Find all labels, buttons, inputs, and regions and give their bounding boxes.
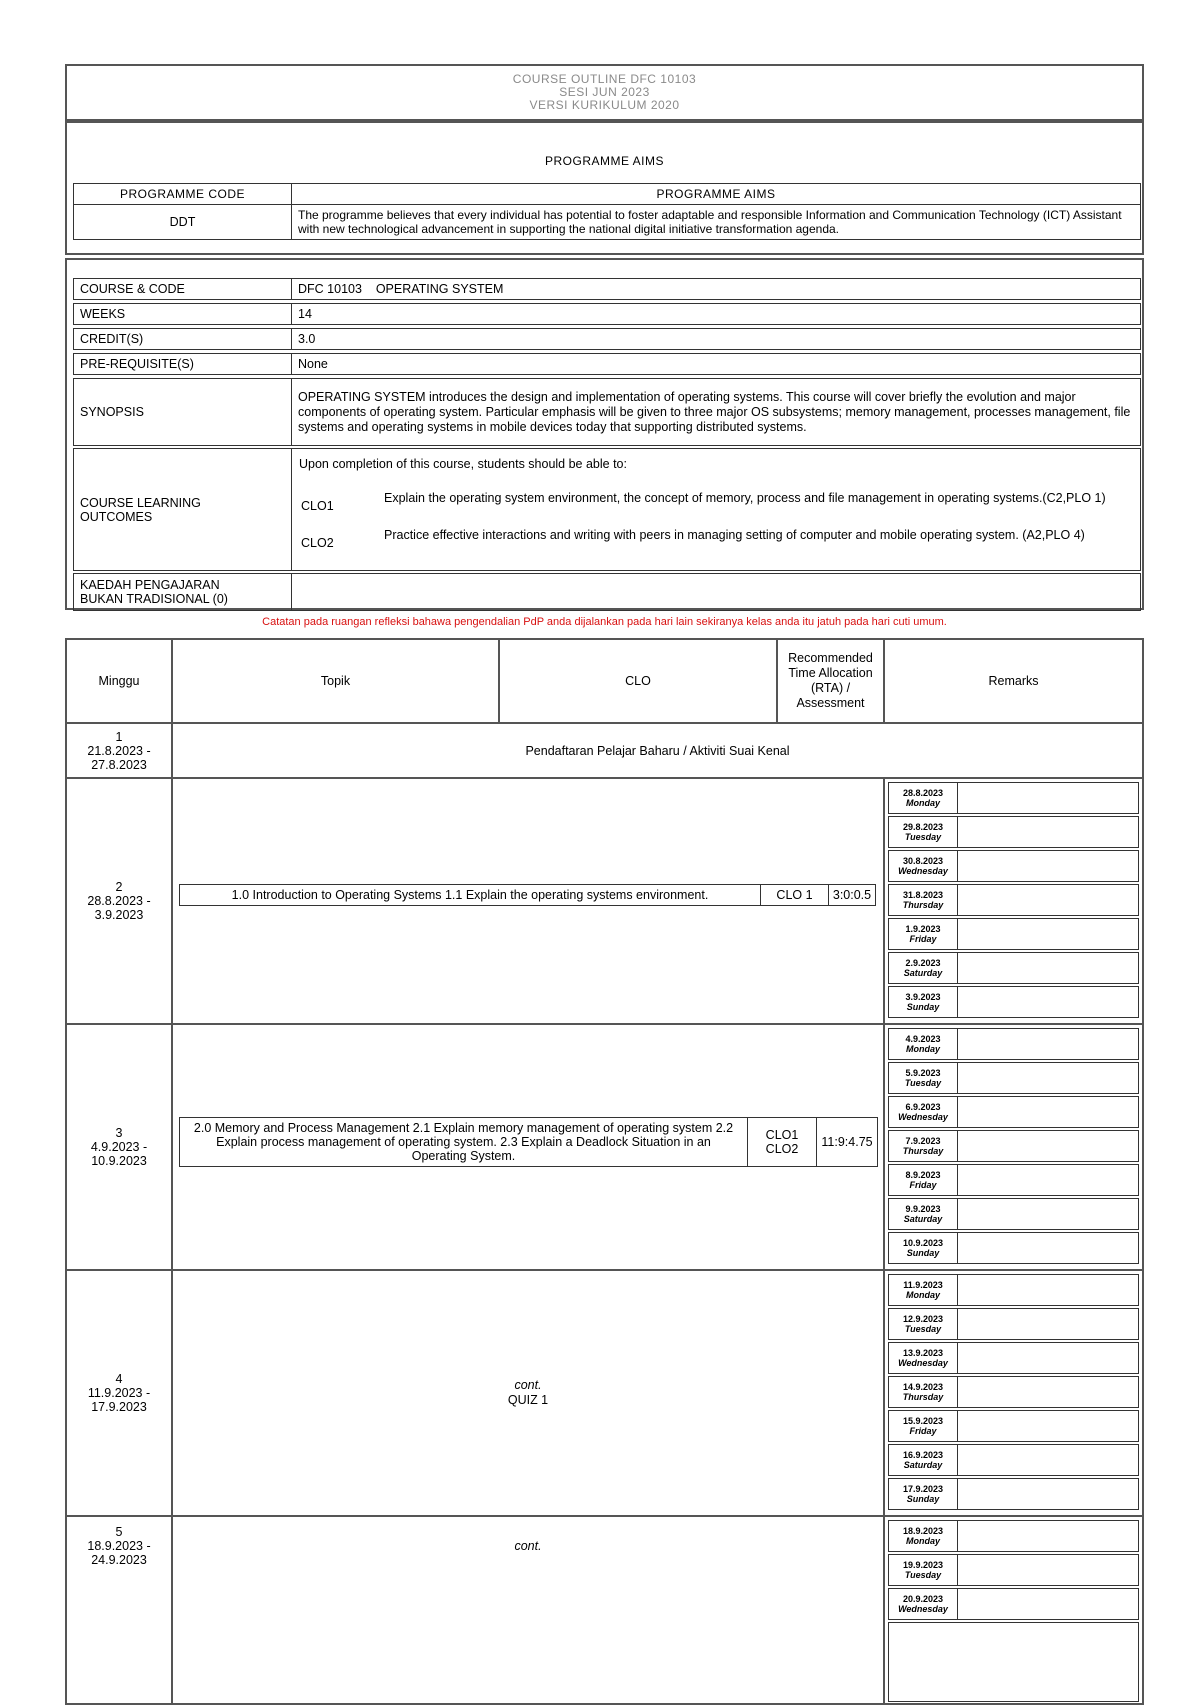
weeks-value: 14	[291, 303, 1141, 325]
remark-date: 19.9.2023	[902, 1560, 944, 1570]
programme-aims-text: The programme believes that every individual has potential to foster adaptable and responsible Information and Communication Technology (ICT) Assistant with new technological advancement in supporting the national digital initiative transformation agenda.	[291, 204, 1141, 240]
week5-label	[67, 1525, 171, 1567]
remark-day: Wednesday	[898, 866, 948, 876]
course-code-value: DFC 10103 OPERATING SYSTEM	[291, 278, 1141, 300]
remark-date: 2.9.2023	[905, 958, 941, 968]
remark-note-cell[interactable]	[957, 1308, 1139, 1340]
remark-day: Monday	[905, 1536, 940, 1546]
remark-date: 15.9.2023	[902, 1416, 944, 1426]
remark-date: 29.8.2023	[902, 822, 944, 832]
week2-rta: 3:0:0.5	[828, 884, 876, 906]
remark-day: Friday	[909, 1426, 937, 1436]
remark-date-cell	[888, 1062, 958, 1094]
remark-date: 20.9.2023	[902, 1594, 944, 1604]
header-course-outline: COURSE OUTLINE DFC 10103	[512, 72, 697, 86]
week3-cell	[65, 1023, 173, 1271]
remark-note-cell[interactable]	[957, 884, 1139, 916]
clo2-text: Practice effective interactions and writing with peers in managing setting of computer and mobile operating system. (A2,PLO 4)	[384, 528, 1085, 542]
remark-note-cell[interactable]	[957, 1376, 1139, 1408]
week1-number: 1	[115, 729, 123, 744]
remark-day: Tuesday	[904, 1078, 942, 1088]
remark-date: 30.8.2023	[902, 856, 944, 866]
remark-date-cell	[888, 1164, 958, 1196]
credits-label: CREDIT(S)	[73, 328, 292, 350]
week4-cell	[65, 1269, 173, 1517]
remark-date: 3.9.2023	[905, 992, 941, 1002]
remark-date: 7.9.2023	[905, 1136, 941, 1146]
week4-number: 4	[115, 1372, 123, 1386]
remark-date-cell	[888, 1478, 958, 1510]
remark-note-cell[interactable]	[957, 816, 1139, 848]
remark-date-cell	[888, 884, 958, 916]
remark-date-cell	[888, 1130, 958, 1162]
week1-range: 21.8.2023 - 27.8.2023	[87, 743, 151, 772]
week2-topic: 1.0 Introduction to Operating Systems 1.1 Explain the operating systems environment.	[179, 884, 761, 906]
week4-remarks	[883, 1269, 1144, 1517]
kaedah-value	[291, 573, 1141, 611]
week2-number: 2	[115, 880, 123, 894]
week3-range: 4.9.2023 - 10.9.2023	[90, 1140, 148, 1168]
remark-empty-cell	[888, 1622, 1139, 1702]
clo2-code: CLO2	[301, 536, 334, 550]
remark-note-cell[interactable]	[957, 1588, 1139, 1620]
synopsis-value: OPERATING SYSTEM introduces the design and implementation of operating systems. This course will cover briefly the evolution and major components of operating system. Particular emphasis will be given to three major OS subsystems; memory management, processes management, file systems and operating systems in mobile devices today that supporting distributed systems.	[291, 378, 1141, 446]
header-session: SESI JUN 2023	[559, 85, 650, 99]
remark-date-cell	[888, 782, 958, 814]
kaedah-label: KAEDAH PENGAJARAN BUKAN TRADISIONAL (0)	[73, 573, 292, 611]
remark-day: Saturday	[903, 1214, 943, 1224]
week5-range: 18.9.2023 - 24.9.2023	[87, 1539, 151, 1567]
col-clo-header: CLO	[498, 638, 778, 724]
remark-day: Tuesday	[904, 1570, 942, 1580]
remark-day: Saturday	[903, 968, 943, 978]
col-rta-header: Recommended Time Allocation (RTA) / Assessment	[776, 638, 885, 724]
credits-value: 3.0	[291, 328, 1141, 350]
week3-topic: 2.0 Memory and Process Management 2.1 Explain memory management of operating system 2.2 Explain process management of operating system. 2.3 Explain a Deadlock Situation in an Operating System.	[179, 1117, 748, 1167]
remark-date: 10.9.2023	[902, 1238, 944, 1248]
remark-date: 11.9.2023	[903, 1280, 943, 1290]
remark-note-cell[interactable]	[957, 1554, 1139, 1586]
remark-date-cell	[888, 1444, 958, 1476]
remark-day: Tuesday	[904, 832, 942, 842]
remark-date-cell	[888, 1232, 958, 1264]
remark-date: 13.9.2023	[902, 1348, 944, 1358]
remark-note-cell[interactable]	[957, 952, 1139, 984]
programme-aims-header: PROGRAMME AIMS	[291, 183, 1141, 205]
week4-content	[171, 1269, 885, 1517]
remark-day: Monday	[905, 1290, 940, 1300]
remark-date-cell	[888, 816, 958, 848]
remark-day: Thursday	[902, 900, 944, 910]
clo-label: COURSE LEARNING OUTCOMES	[73, 448, 292, 571]
col-remarks-header: Remarks	[883, 638, 1144, 724]
remark-note-cell[interactable]	[957, 1274, 1139, 1306]
week3-clo	[747, 1117, 817, 1167]
col-minggu-header: Minggu	[65, 638, 173, 724]
holiday-note: Catatan pada ruangan refleksi bahawa pengendalian PdP anda dijalankan pada hari lain sekiranya kelas anda itu jatuh pada hari cuti umum.	[262, 616, 947, 628]
week3-content	[171, 1023, 885, 1271]
remark-note-cell[interactable]	[957, 782, 1139, 814]
week5-content	[171, 1515, 885, 1705]
clo-box	[291, 448, 1141, 571]
remark-day: Friday	[909, 934, 937, 944]
clo-intro: Upon completion of this course, students should be able to:	[299, 457, 627, 471]
remark-note-cell[interactable]	[957, 1478, 1139, 1510]
week5-cell	[65, 1515, 173, 1705]
remark-day: Sunday	[906, 1494, 940, 1504]
remark-date: 18.9.2023	[902, 1526, 944, 1536]
week5-remarks	[883, 1515, 1144, 1705]
week3-clo2: CLO2	[765, 1142, 799, 1156]
remark-date: 8.9.2023	[905, 1170, 941, 1180]
remark-date: 17.9.2023	[902, 1484, 944, 1494]
remark-date: 9.9.2023	[905, 1204, 941, 1214]
clo1-code: CLO1	[301, 499, 334, 513]
remark-day: Thursday	[902, 1392, 944, 1402]
remark-date-cell	[888, 1588, 958, 1620]
week3-remarks	[883, 1023, 1144, 1271]
remark-note-cell[interactable]	[957, 1028, 1139, 1060]
col-topik-header: Topik	[171, 638, 500, 724]
prerequisite-label: PRE-REQUISITE(S)	[73, 353, 292, 375]
week1-cell	[65, 722, 173, 779]
remark-date: 6.9.2023	[905, 1102, 941, 1112]
week2-clo: CLO 1	[760, 884, 829, 906]
week3-rta: 11:9:4.75	[816, 1117, 878, 1167]
remark-day: Thursday	[902, 1146, 944, 1156]
remark-note-cell[interactable]	[957, 918, 1139, 950]
remark-note-cell[interactable]	[957, 1410, 1139, 1442]
weeks-label: WEEKS	[73, 303, 292, 325]
remark-date-cell	[888, 1342, 958, 1374]
remark-day: Monday	[905, 798, 940, 808]
remark-day: Wednesday	[898, 1112, 948, 1122]
week3-number: 3	[115, 1126, 123, 1140]
programme-code-value: DDT	[73, 204, 292, 240]
remark-note-cell[interactable]	[957, 1232, 1139, 1264]
week1-topic: Pendaftaran Pelajar Baharu / Aktiviti Suai Kenal	[171, 722, 1144, 779]
remark-date-cell	[888, 952, 958, 984]
remark-note-cell[interactable]	[957, 1062, 1139, 1094]
remark-day: Sunday	[906, 1248, 940, 1258]
remark-date: 4.9.2023	[905, 1034, 941, 1044]
programme-aims-title: PROGRAMME AIMS	[544, 154, 664, 168]
remark-day: Wednesday	[898, 1358, 948, 1368]
remark-note-cell[interactable]	[957, 986, 1139, 1018]
remark-note-cell[interactable]	[957, 1444, 1139, 1476]
course-code-label: COURSE & CODE	[73, 278, 292, 300]
remark-day: Monday	[905, 1044, 940, 1054]
remark-date-cell	[888, 1198, 958, 1230]
remark-date: 14.9.2023	[902, 1382, 944, 1392]
course-info-section	[65, 258, 1144, 610]
week2-range: 28.8.2023 - 3.9.2023	[87, 894, 151, 922]
remark-date-cell	[888, 1520, 958, 1552]
remark-date-cell	[888, 1096, 958, 1128]
synopsis-label: SYNOPSIS	[73, 378, 292, 446]
week3-clo1: CLO1	[765, 1128, 799, 1142]
remark-note-cell[interactable]	[957, 1520, 1139, 1552]
week2-remarks	[883, 777, 1144, 1025]
week2-content	[171, 777, 885, 1025]
remark-note-cell[interactable]	[957, 1164, 1139, 1196]
remark-date-cell	[888, 1410, 958, 1442]
remark-date-cell	[888, 1554, 958, 1586]
remark-day: Tuesday	[904, 1324, 942, 1334]
remark-note-cell[interactable]	[957, 1342, 1139, 1374]
remark-date: 1.9.2023	[905, 924, 941, 934]
remark-date: 12.9.2023	[902, 1314, 944, 1324]
remark-day: Sunday	[906, 1002, 940, 1012]
remark-day: Wednesday	[898, 1604, 948, 1614]
remark-date-cell	[888, 1028, 958, 1060]
remark-date-cell	[888, 918, 958, 950]
remark-date: 31.8.2023	[902, 890, 944, 900]
remark-date-cell	[888, 1308, 958, 1340]
week4-topic-quiz: QUIZ 1	[507, 1393, 549, 1407]
remark-date: 16.9.2023	[902, 1450, 944, 1460]
remark-date-cell	[888, 850, 958, 882]
prerequisite-value: None	[291, 353, 1141, 375]
remark-day: Friday	[909, 1180, 937, 1190]
remark-note-cell[interactable]	[957, 1130, 1139, 1162]
clo1-text: Explain the operating system environment, the concept of memory, process and file management in operating systems.(C2,PLO 1)	[384, 491, 1106, 505]
remark-date: 5.9.2023	[905, 1068, 941, 1078]
remark-note-cell[interactable]	[957, 1096, 1139, 1128]
remark-date-cell	[888, 1274, 958, 1306]
remark-date: 28.8.2023	[902, 788, 944, 798]
remark-date-cell	[888, 1376, 958, 1408]
header-curriculum: VERSI KURIKULUM 2020	[529, 98, 680, 112]
week4-range: 11.9.2023 - 17.9.2023	[87, 1386, 151, 1414]
remark-note-cell[interactable]	[957, 1198, 1139, 1230]
remark-note-cell[interactable]	[957, 850, 1139, 882]
document-header	[65, 64, 1144, 121]
remark-day: Saturday	[903, 1460, 943, 1470]
week5-number: 5	[115, 1525, 123, 1539]
remark-date-cell	[888, 986, 958, 1018]
week4-topic-cont: cont.	[514, 1378, 542, 1392]
week5-topic: cont.	[514, 1539, 542, 1553]
programme-aims-section	[65, 121, 1144, 255]
week2-cell	[65, 777, 173, 1025]
programme-code-header: PROGRAMME CODE	[73, 183, 292, 205]
